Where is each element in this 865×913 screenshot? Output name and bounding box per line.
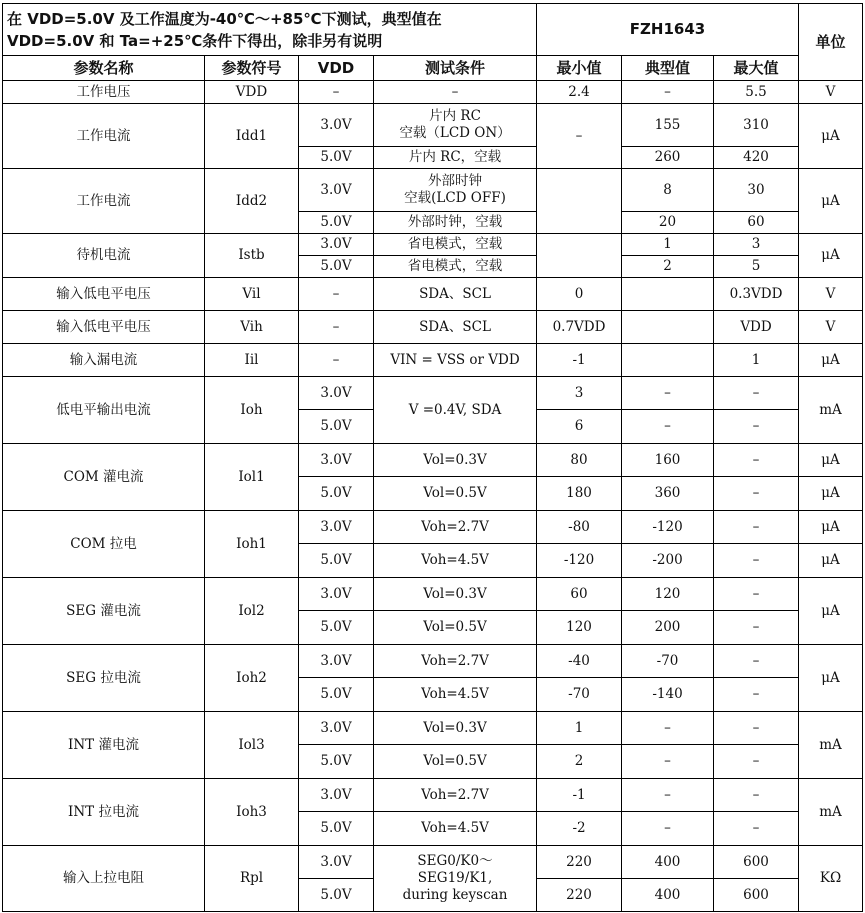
min-cell: 2: [537, 745, 622, 779]
typ-cell: 120: [622, 578, 714, 611]
vdd-cell: –: [299, 311, 374, 344]
max-cell: 310: [714, 104, 799, 147]
unit-cell: KΩ: [799, 846, 863, 912]
typ-cell: -70: [622, 645, 714, 678]
unit-cell: μA: [799, 578, 863, 645]
table-row: [3, 169, 863, 212]
vdd-cell: 3.0V: [299, 779, 374, 812]
vdd-cell: 5.0V: [299, 812, 374, 846]
param-name: INT 拉电流: [3, 779, 205, 846]
vdd-cell: 3.0V: [299, 444, 374, 477]
max-cell: 5: [714, 256, 799, 278]
table-row: [3, 444, 863, 477]
max-cell: 600: [714, 846, 799, 879]
param-symbol: Idd1: [205, 104, 299, 169]
unit-cell: V: [799, 311, 863, 344]
min-cell: [537, 234, 622, 278]
param-name: 工作电压: [3, 81, 205, 104]
col-header-condition: 测试条件: [374, 56, 537, 81]
min-cell: -120: [537, 544, 622, 578]
condition-line: during keyscan: [402, 887, 508, 903]
param-symbol: Vih: [205, 311, 299, 344]
min-cell: 3: [537, 377, 622, 410]
max-cell: 5.5: [714, 81, 799, 104]
condition-cell: Voh=4.5V: [374, 678, 537, 712]
max-cell: 1: [714, 344, 799, 377]
min-cell: 2.4: [537, 81, 622, 104]
min-cell: -1: [537, 344, 622, 377]
param-symbol: Ioh3: [205, 779, 299, 846]
param-name: INT 灌电流: [3, 712, 205, 779]
condition-line: SEG0/K0～: [417, 853, 493, 869]
min-cell: 180: [537, 477, 622, 511]
unit-cell: V: [799, 81, 863, 104]
vdd-cell: 3.0V: [299, 377, 374, 410]
condition-line: 空载(LCD OFF): [404, 190, 506, 206]
param-symbol: Idd2: [205, 169, 299, 234]
electrical-characteristics-table: [2, 3, 863, 912]
min-cell: 220: [537, 879, 622, 912]
typ-cell: -200: [622, 544, 714, 578]
max-cell: –: [714, 544, 799, 578]
typ-cell: 160: [622, 444, 714, 477]
typ-cell: 1: [622, 234, 714, 256]
unit-cell: μA: [799, 511, 863, 544]
param-name: COM 拉电: [3, 511, 205, 578]
param-name: 输入低电平电压: [3, 278, 205, 311]
table-row: [3, 846, 863, 879]
condition-cell: 省电模式，空载: [374, 234, 537, 256]
min-cell: 1: [537, 712, 622, 745]
unit-cell: μA: [799, 477, 863, 511]
unit-cell: mA: [799, 377, 863, 444]
vdd-cell: –: [299, 81, 374, 104]
condition-line: 外部时钟: [428, 173, 482, 189]
typ-cell: 400: [622, 879, 714, 912]
condition-cell: [374, 846, 537, 912]
condition-cell: 外部时钟，空载: [374, 212, 537, 234]
param-symbol: Ioh1: [205, 511, 299, 578]
max-cell: –: [714, 712, 799, 745]
max-cell: –: [714, 377, 799, 410]
col-header-vdd: VDD: [299, 56, 374, 81]
typ-cell: –: [622, 779, 714, 812]
condition-line: 空载（LCD ON）: [399, 125, 511, 141]
vdd-cell: 3.0V: [299, 234, 374, 256]
vdd-cell: 5.0V: [299, 147, 374, 169]
max-cell: –: [714, 511, 799, 544]
typ-cell: –: [622, 410, 714, 444]
typ-cell: 155: [622, 104, 714, 147]
param-name: SEG 拉电流: [3, 645, 205, 712]
typ-cell: –: [622, 745, 714, 779]
table-row: [3, 311, 863, 344]
table-row: [3, 278, 863, 311]
condition-cell: 省电模式，空载: [374, 256, 537, 278]
col-header-typ: 典型值: [622, 56, 714, 81]
unit-cell: mA: [799, 779, 863, 846]
table-row: [3, 779, 863, 812]
unit-cell: μA: [799, 344, 863, 377]
max-cell: –: [714, 477, 799, 511]
max-cell: –: [714, 410, 799, 444]
max-cell: –: [714, 678, 799, 712]
condition-line: SEG19/K1,: [417, 870, 493, 886]
condition-cell: 片内 RC，空载: [374, 147, 537, 169]
vdd-cell: 3.0V: [299, 645, 374, 678]
min-cell: 60: [537, 578, 622, 611]
min-cell: –: [537, 104, 622, 169]
vdd-cell: 5.0V: [299, 745, 374, 779]
vdd-cell: 3.0V: [299, 712, 374, 745]
table-row: [3, 104, 863, 147]
max-cell: 420: [714, 147, 799, 169]
table-row: [3, 645, 863, 678]
unit-cell: μA: [799, 444, 863, 477]
condition-cell: Voh=2.7V: [374, 645, 537, 678]
max-cell: –: [714, 645, 799, 678]
condition-line: 片内 RC: [429, 108, 481, 124]
condition-cell: Vol=0.3V: [374, 444, 537, 477]
typ-cell: [622, 344, 714, 377]
param-name: COM 灌电流: [3, 444, 205, 511]
max-cell: –: [714, 611, 799, 645]
typ-cell: 8: [622, 169, 714, 212]
table-row: [3, 81, 863, 104]
param-symbol: Istb: [205, 234, 299, 278]
typ-cell: [622, 311, 714, 344]
param-name: 输入上拉电阻: [3, 846, 205, 912]
condition-cell: SDA、SCL: [374, 311, 537, 344]
min-cell: 6: [537, 410, 622, 444]
typ-cell: -140: [622, 678, 714, 712]
unit-cell: μA: [799, 645, 863, 712]
param-symbol: Ioh: [205, 377, 299, 444]
param-name: 低电平输出电流: [3, 377, 205, 444]
condition-cell: SDA、SCL: [374, 278, 537, 311]
min-cell: 120: [537, 611, 622, 645]
typ-cell: –: [622, 812, 714, 846]
condition-cell: Voh=2.7V: [374, 779, 537, 812]
min-cell: -2: [537, 812, 622, 846]
unit-cell: μA: [799, 104, 863, 169]
table-row: [3, 344, 863, 377]
condition-cell: Vol=0.5V: [374, 611, 537, 645]
typ-cell: 200: [622, 611, 714, 645]
device-header: FZH1643: [537, 4, 799, 56]
param-symbol: Iil: [205, 344, 299, 377]
test-condition-note: [3, 4, 537, 56]
min-cell: -70: [537, 678, 622, 712]
param-name: 工作电流: [3, 169, 205, 234]
condition-cell: Vol=0.3V: [374, 712, 537, 745]
min-cell: 220: [537, 846, 622, 879]
vdd-cell: 5.0V: [299, 678, 374, 712]
condition-cell: Vol=0.5V: [374, 477, 537, 511]
note-line-1: 在 VDD=5.0V 及工作温度为-40℃～+85℃下测试，典型值在: [7, 9, 442, 28]
min-cell: -1: [537, 779, 622, 812]
vdd-cell: 5.0V: [299, 256, 374, 278]
condition-cell: V =0.4V, SDA: [374, 377, 537, 444]
param-symbol: Iol3: [205, 712, 299, 779]
table-row: [3, 234, 863, 256]
typ-cell: -120: [622, 511, 714, 544]
param-symbol: VDD: [205, 81, 299, 104]
vdd-cell: –: [299, 344, 374, 377]
min-cell: 0.7VDD: [537, 311, 622, 344]
unit-cell: V: [799, 278, 863, 311]
max-cell: 30: [714, 169, 799, 212]
vdd-cell: 3.0V: [299, 511, 374, 544]
max-cell: 3: [714, 234, 799, 256]
typ-cell: 2: [622, 256, 714, 278]
param-name: 待机电流: [3, 234, 205, 278]
max-cell: VDD: [714, 311, 799, 344]
note-line-2: VDD=5.0V 和 Ta=+25℃条件下得出，除非另有说明: [7, 31, 383, 50]
condition-cell: –: [374, 81, 537, 104]
min-cell: [537, 169, 622, 234]
vdd-cell: –: [299, 278, 374, 311]
param-symbol: Vil: [205, 278, 299, 311]
condition-cell: [374, 104, 537, 147]
table-row: [3, 511, 863, 544]
param-symbol: Iol2: [205, 578, 299, 645]
vdd-cell: 5.0V: [299, 212, 374, 234]
typ-cell: [622, 278, 714, 311]
vdd-cell: 5.0V: [299, 410, 374, 444]
condition-cell: Voh=4.5V: [374, 544, 537, 578]
param-name: 工作电流: [3, 104, 205, 169]
table-row: [3, 712, 863, 745]
max-cell: –: [714, 444, 799, 477]
vdd-cell: 5.0V: [299, 879, 374, 912]
col-header-name: 参数名称: [3, 56, 205, 81]
condition-cell: VIN = VSS or VDD: [374, 344, 537, 377]
max-cell: 600: [714, 879, 799, 912]
col-header-max: 最大值: [714, 56, 799, 81]
condition-cell: Voh=2.7V: [374, 511, 537, 544]
max-cell: –: [714, 745, 799, 779]
col-header-min: 最小值: [537, 56, 622, 81]
typ-cell: 360: [622, 477, 714, 511]
max-cell: –: [714, 578, 799, 611]
param-symbol: Ioh2: [205, 645, 299, 712]
param-symbol: Rpl: [205, 846, 299, 912]
min-cell: -40: [537, 645, 622, 678]
param-name: SEG 灌电流: [3, 578, 205, 645]
max-cell: 0.3VDD: [714, 278, 799, 311]
param-name: 输入低电平电压: [3, 311, 205, 344]
unit-cell: mA: [799, 712, 863, 779]
typ-cell: –: [622, 81, 714, 104]
unit-cell: μA: [799, 169, 863, 234]
unit-cell: μA: [799, 544, 863, 578]
max-cell: –: [714, 812, 799, 846]
vdd-cell: 3.0V: [299, 846, 374, 879]
typ-cell: –: [622, 377, 714, 410]
vdd-cell: 3.0V: [299, 578, 374, 611]
unit-cell: μA: [799, 234, 863, 278]
max-cell: 60: [714, 212, 799, 234]
condition-cell: Vol=0.5V: [374, 745, 537, 779]
vdd-cell: 3.0V: [299, 104, 374, 147]
min-cell: 0: [537, 278, 622, 311]
min-cell: -80: [537, 511, 622, 544]
typ-cell: 260: [622, 147, 714, 169]
min-cell: 80: [537, 444, 622, 477]
table-row: [3, 578, 863, 611]
param-symbol: Iol1: [205, 444, 299, 511]
vdd-cell: 5.0V: [299, 611, 374, 645]
condition-cell: Vol=0.3V: [374, 578, 537, 611]
param-name: 输入漏电流: [3, 344, 205, 377]
condition-cell: [374, 169, 537, 212]
typ-cell: 20: [622, 212, 714, 234]
vdd-cell: 5.0V: [299, 477, 374, 511]
vdd-cell: 5.0V: [299, 544, 374, 578]
col-header-symbol: 参数符号: [205, 56, 299, 81]
vdd-cell: 3.0V: [299, 169, 374, 212]
condition-cell: Voh=4.5V: [374, 812, 537, 846]
typ-cell: –: [622, 712, 714, 745]
table-row: [3, 377, 863, 410]
unit-header: 单位: [799, 4, 863, 81]
max-cell: –: [714, 779, 799, 812]
typ-cell: 400: [622, 846, 714, 879]
